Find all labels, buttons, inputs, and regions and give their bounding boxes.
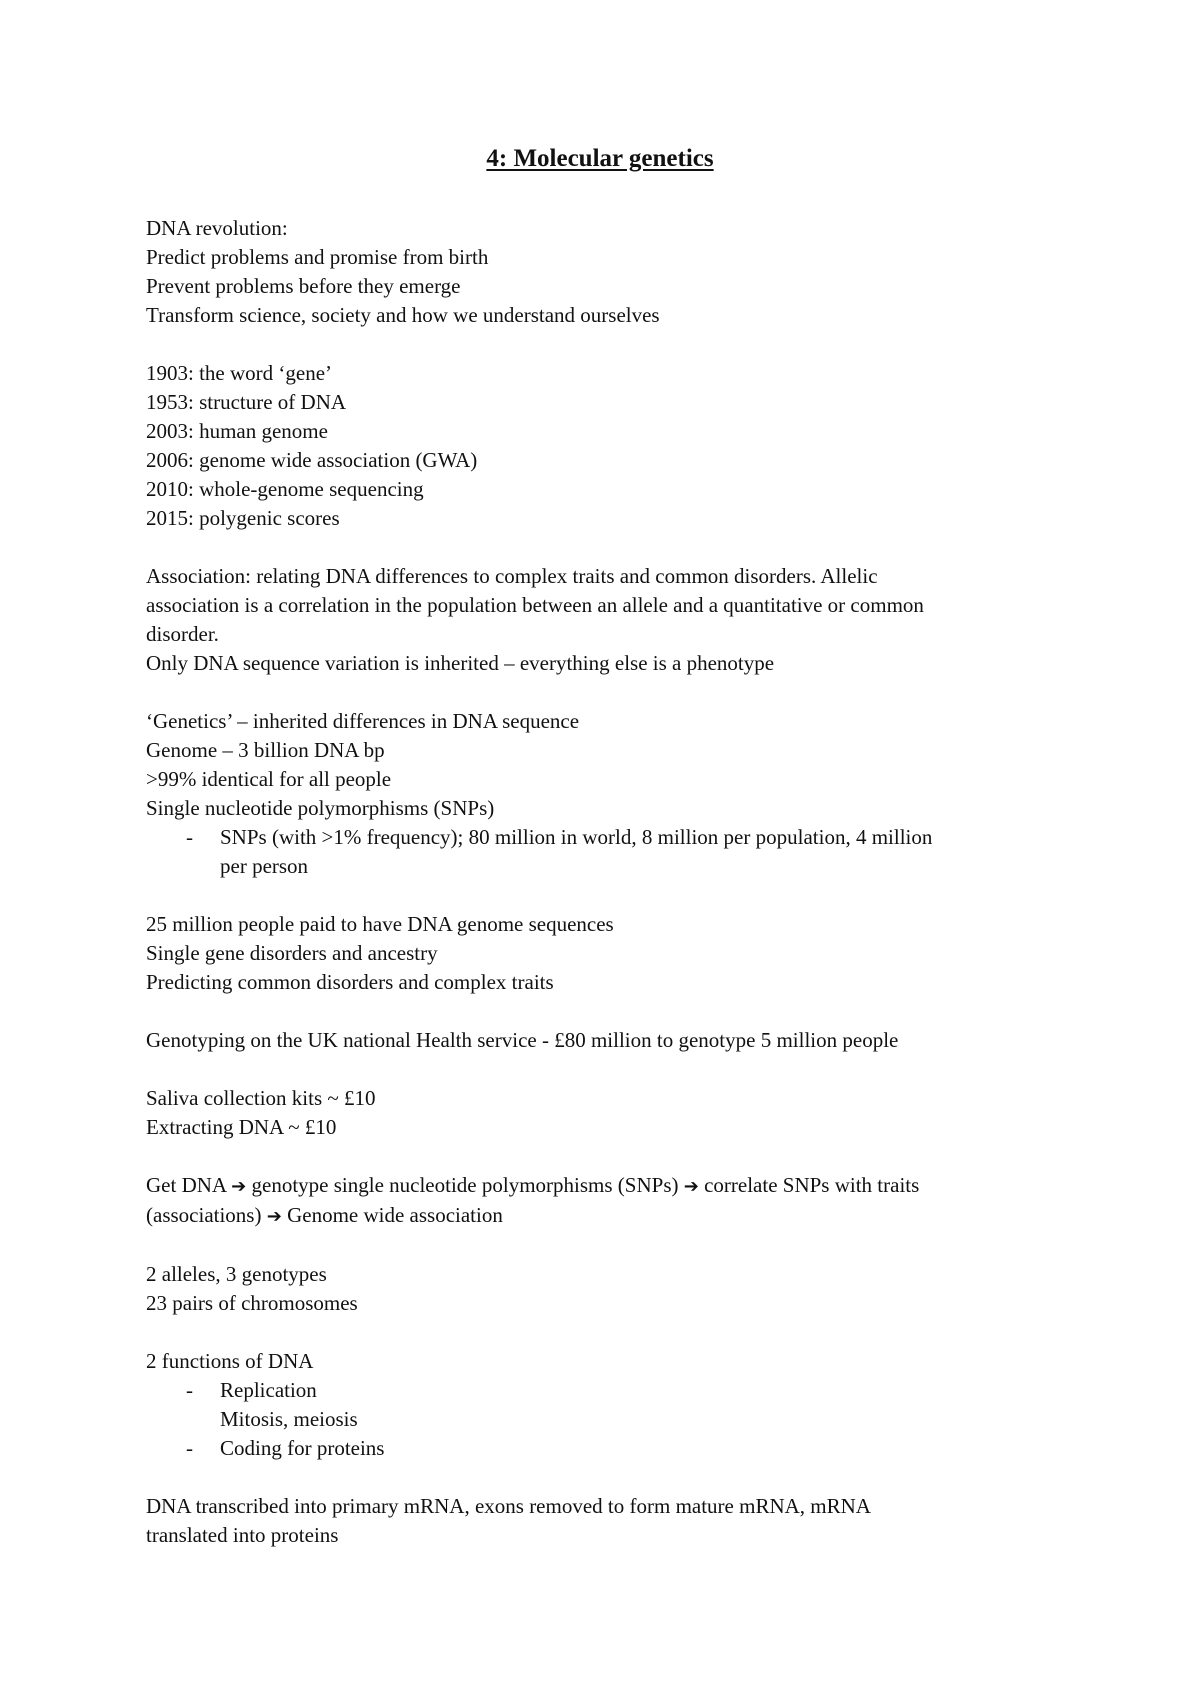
inheritance-note: Only DNA sequence variation is inherited – everything else is a phenotype bbox=[146, 651, 775, 675]
dna-revolution-heading: DNA revolution: bbox=[146, 216, 288, 240]
snp-bullet bbox=[146, 823, 1076, 852]
alleles-item: 2 alleles, 3 genotypes bbox=[146, 1262, 327, 1286]
function-bullet bbox=[146, 1376, 1076, 1405]
bullet-dash: - bbox=[186, 1378, 193, 1402]
dna-revolution-item: Transform science, society and how we understand ourselves bbox=[146, 303, 660, 327]
alleles-item: 23 pairs of chromosomes bbox=[146, 1291, 358, 1315]
functions-heading: 2 functions of DNA bbox=[146, 1349, 314, 1373]
paragraph-gap bbox=[146, 1318, 1076, 1347]
association-text: Association: relating DNA differences to complex traits and common disorders. Allelic bbox=[146, 564, 878, 588]
right-arrow-icon: ➔ bbox=[231, 1176, 247, 1197]
function-replication-sub: Mitosis, meiosis bbox=[220, 1407, 358, 1431]
genetics-item: Genome – 3 billion DNA bp bbox=[146, 738, 385, 762]
function-coding: Coding for proteins bbox=[220, 1436, 385, 1460]
timeline-item: 1903: the word ‘gene’ bbox=[146, 361, 333, 385]
paragraph-gap bbox=[146, 678, 1076, 707]
paragraph-gap bbox=[146, 1463, 1076, 1492]
bullet-dash: - bbox=[186, 825, 193, 849]
paragraph-gap bbox=[146, 1055, 1076, 1084]
paragraph-gap bbox=[146, 330, 1076, 359]
workflow-line bbox=[146, 1201, 1076, 1231]
sequencing-item: 25 million people paid to have DNA genome sequences bbox=[146, 912, 614, 936]
nhs-genotyping-note: Genotyping on the UK national Health service - £80 million to genotype 5 million people bbox=[146, 1028, 899, 1052]
paragraph-gap bbox=[146, 533, 1076, 562]
dna-revolution-item: Prevent problems before they emerge bbox=[146, 274, 461, 298]
paragraph-gap bbox=[146, 881, 1076, 910]
timeline-item: 1953: structure of DNA bbox=[146, 390, 347, 414]
transcription-text: DNA transcribed into primary mRNA, exons removed to form mature mRNA, mRNA bbox=[146, 1494, 871, 1518]
transcription-text: translated into proteins bbox=[146, 1523, 339, 1547]
timeline-item: 2003: human genome bbox=[146, 419, 328, 443]
document-body bbox=[146, 214, 1076, 1550]
snp-bullet-text: SNPs (with >1% frequency); 80 million in world, 8 million per population, 4 million bbox=[220, 825, 933, 849]
genetics-item: ‘Genetics’ – inherited differences in DNA sequence bbox=[146, 709, 580, 733]
bullet-dash: - bbox=[186, 1436, 193, 1460]
function-replication: Replication bbox=[220, 1378, 317, 1402]
timeline-item: 2006: genome wide association (GWA) bbox=[146, 448, 478, 472]
workflow-text: correlate SNPs with traits bbox=[698, 1173, 920, 1197]
paragraph-gap bbox=[146, 997, 1076, 1026]
workflow-text: Genome wide association bbox=[281, 1203, 503, 1227]
sequencing-item: Predicting common disorders and complex traits bbox=[146, 970, 554, 994]
cost-item: Saliva collection kits ~ £10 bbox=[146, 1086, 376, 1110]
workflow-text: Get DNA bbox=[146, 1173, 232, 1197]
timeline-item: 2010: whole-genome sequencing bbox=[146, 477, 424, 501]
function-bullet bbox=[146, 1434, 1076, 1463]
workflow-text: (associations) bbox=[146, 1203, 267, 1227]
snp-bullet-continuation: per person bbox=[220, 854, 309, 878]
document-title bbox=[0, 144, 1200, 174]
sequencing-item: Single gene disorders and ancestry bbox=[146, 941, 438, 965]
paragraph-gap bbox=[146, 1142, 1076, 1171]
dna-revolution-item: Predict problems and promise from birth bbox=[146, 245, 489, 269]
right-arrow-icon: ➔ bbox=[266, 1206, 282, 1227]
cost-item: Extracting DNA ~ £10 bbox=[146, 1115, 337, 1139]
timeline-item: 2015: polygenic scores bbox=[146, 506, 340, 530]
genetics-item: Single nucleotide polymorphisms (SNPs) bbox=[146, 796, 495, 820]
document-title-text: 4: Molecular genetics bbox=[486, 145, 714, 172]
right-arrow-icon: ➔ bbox=[683, 1176, 699, 1197]
genetics-item: >99% identical for all people bbox=[146, 767, 392, 791]
workflow-text: genotype single nucleotide polymorphisms (SNPs) bbox=[246, 1173, 684, 1197]
association-text: disorder. bbox=[146, 622, 219, 646]
paragraph-gap bbox=[146, 1231, 1076, 1260]
association-text: association is a correlation in the population between an allele and a quantitative or common bbox=[146, 593, 924, 617]
workflow-line bbox=[146, 1171, 1076, 1201]
